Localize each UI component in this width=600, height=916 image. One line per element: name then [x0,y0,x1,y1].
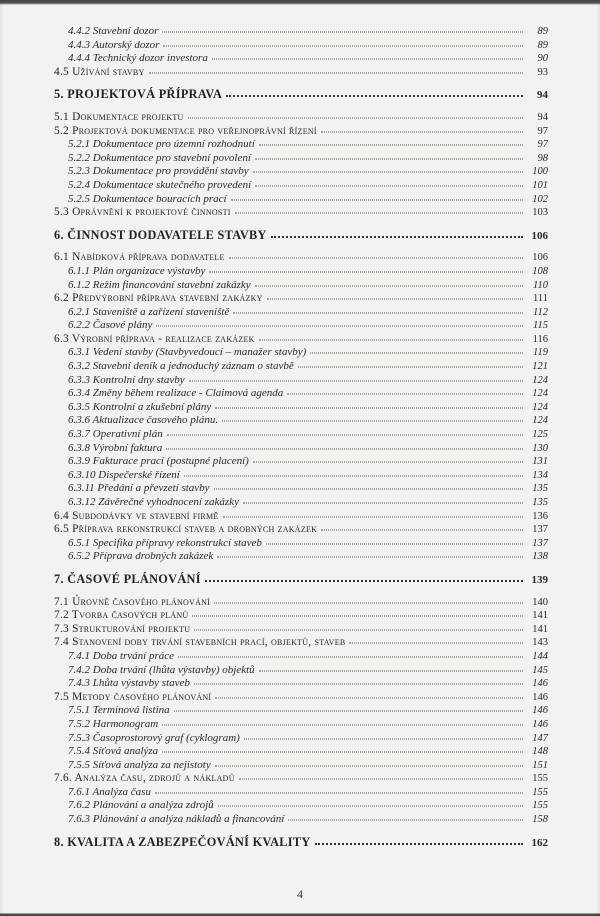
toc-entry-label: 7.5.4 Síťová analýza [68,745,159,758]
toc-entry-page: 140 [532,596,548,608]
toc-entry-page: 143 [532,637,548,649]
dot-leader [259,339,523,340]
dot-leader [215,407,523,408]
toc-entry-page: 89 [537,26,548,37]
toc-entry-label: 6.5.1 Specifika přípravy rekonstrukcí staveb [68,536,262,549]
toc-entry-page: 97 [537,139,548,151]
toc-entry-page: 124 [532,415,548,427]
toc-entry-label: 4.5 Užívání stavby [54,65,145,78]
toc-entry [54,704,548,718]
toc-entry-page: 130 [532,442,548,454]
toc-entry-page: 138 [532,551,548,563]
toc-entry [54,346,548,360]
toc-entry-label: 6.3.10 Dispečerské řízení [68,468,180,481]
toc-entry-page: 106 [532,252,548,264]
toc-entry [54,623,548,637]
toc-entry [54,836,548,851]
dot-leader [253,172,523,173]
toc-entry-label: 6.3.1 Vedení stavby (Stavbyvedoucí – manažer stavby) [68,346,307,359]
toc-entry-label: 6.3.7 Operativní plán [68,428,163,441]
toc-entry-page: 116 [532,333,548,345]
toc-entry-label: 7.5 Metody časového plánování [54,690,212,703]
toc-entry [54,179,548,193]
toc-entry-label: 6.5 Příprava rekonstrukcí staveb a drobných zakázek [54,523,318,536]
dot-leader [267,299,523,300]
toc-entry-label: 7.4.3 Lhůta výstavby staveb [68,677,190,690]
toc-entry [54,759,548,773]
toc-entry-page: 121 [532,361,548,373]
toc-entry-page: 103 [532,207,548,219]
toc-entry [54,279,548,293]
page-footer [0,887,600,902]
toc-entry [54,496,548,510]
dot-leader [194,684,523,685]
toc-entry-label: 6.5.2 Příprava drobných zakázek [68,550,214,563]
toc-entry-page: 141 [532,610,548,622]
toc-entry [54,387,548,401]
toc-entry [54,664,548,678]
toc-entry-label: 6.3.5 Kontrolní a zkušební plány [68,400,212,413]
toc-entry-label: 5.2.4 Dokumentace skutečného provedení [68,178,252,191]
toc-entry [54,125,548,139]
toc-entry [54,206,548,220]
dot-leader [239,779,523,780]
toc-entry [54,455,548,469]
dot-leader [349,643,523,644]
toc-entry [54,786,548,800]
dot-leader [174,711,523,712]
toc-entry-page: 106 [531,229,548,242]
dot-leader [205,580,523,582]
toc-entry [54,66,548,80]
toc-entry-page: 146 [532,691,548,703]
dot-leader [163,45,523,46]
toc-entry-label: 6.3.6 Aktualizace časového plánu. [68,414,219,427]
toc-entry-page: 137 [532,537,548,549]
dot-leader [259,670,523,671]
toc-entry-label: 7.6.2 Plánování a analýza zdrojů [68,799,214,812]
toc-entry-page: 97 [537,125,548,137]
toc-entry [54,319,548,333]
toc-entry-page: 158 [532,814,548,826]
table-of-contents [54,25,548,858]
toc-entry-label: 7.2 Tvorba časových plánů [54,609,189,622]
dot-leader [226,95,523,97]
toc-entry [54,428,548,442]
toc-entry [54,374,548,388]
toc-entry-page: 151 [532,759,548,771]
dot-leader [184,475,523,476]
toc-entry-page: 111 [533,293,548,305]
toc-entry-label: 6.4 Subdodávky ve stavební firmě [54,509,219,522]
toc-entry-label: 7.5.2 Harmonogram [68,717,159,730]
toc-entry-page: 137 [532,524,548,536]
toc-entry [54,306,548,320]
toc-entry-label: 6.2.2 Časové plány [68,319,153,332]
toc-entry-page: 94 [537,111,548,123]
toc-entry [54,799,548,813]
toc-entry [54,229,548,244]
dot-leader [192,616,523,617]
toc-entry-page: 155 [532,773,548,785]
toc-entry-page: 155 [532,786,548,798]
dot-leader [188,117,523,118]
toc-entry [54,718,548,732]
dot-leader [166,448,523,449]
toc-entry [54,573,548,588]
dot-leader [231,199,523,200]
dot-leader [222,421,523,422]
dot-leader [212,59,523,60]
dot-leader [223,516,523,517]
toc-entry-label: 6.3.8 Výrobní faktura [68,441,163,454]
toc-entry-page: 146 [532,718,548,730]
dot-leader [255,185,523,186]
toc-entry-label: 7.5.5 Síťová analýza za nejistoty [68,758,211,771]
toc-entry-label: 5.2.5 Dokumentace bouracích prací [68,192,227,205]
dot-leader [298,367,523,368]
dot-leader [209,271,523,272]
dot-leader [259,145,523,146]
toc-entry-label: 7.6.1 Analýza času [68,785,151,798]
toc-entry-page: 98 [537,152,548,164]
toc-entry-label: 5.2.1 Dokumentace pro územní rozhodnutí [68,138,255,151]
toc-entry-page: 115 [533,320,548,332]
toc-entry [54,691,548,705]
dot-leader [218,806,523,807]
dot-leader [149,72,523,73]
toc-entry-label: 7. ČASOVÉ PLÁNOVÁNÍ [54,571,201,586]
toc-entry [54,813,548,827]
toc-entry-label: 5.2 Projektová dokumentace pro veřejnoprávní řízení [54,124,317,137]
dot-leader [271,236,523,238]
dot-leader [214,602,523,603]
toc-entry-label: 7.6.3 Plánování a analýza nákladů a financování [68,813,285,826]
dot-leader [233,312,523,313]
toc-entry [54,636,548,650]
toc-entry-page: 155 [532,800,548,812]
toc-entry-label: 7.4.2 Doba trvání (lhůta výstavby) objektů [68,663,255,676]
toc-entry-label: 6. ČINNOST DODAVATELE STAVBY [54,227,267,242]
toc-entry-label: 4.4.3 Autorský dozor [68,38,160,51]
toc-entry-label: 8. KVALITA A ZABEZPEČOVÁNÍ KVALITY [54,834,311,849]
toc-entry-label: 6.2.1 Staveniště a zařízení staveniště [68,305,230,318]
dot-leader [229,258,523,259]
toc-entry [54,265,548,279]
toc-entry-label: 7.1 Úrovně časového plánování [54,595,211,608]
dot-leader [156,326,523,327]
toc-entry-page: 101 [532,179,548,191]
toc-entry [54,442,548,456]
toc-entry [54,732,548,746]
toc-entry [54,25,548,39]
toc-entry [54,193,548,207]
toc-entry-page: 146 [532,678,548,690]
toc-entry-label: 6.3.4 Změny během realizace - Claimová agenda [68,387,284,400]
dot-leader [167,435,523,436]
toc-entry [54,152,548,166]
dot-leader [155,792,523,793]
dot-leader [253,462,523,463]
footer-page-number: 4 [297,887,303,901]
dot-leader [287,394,523,395]
dot-leader [255,158,523,159]
dot-leader [189,380,523,381]
toc-entry [54,537,548,551]
toc-entry-page: 147 [532,732,548,744]
dot-leader [162,724,523,725]
toc-entry-page: 134 [532,469,548,481]
toc-entry [54,39,548,53]
toc-entry [54,650,548,664]
dot-leader [217,557,523,558]
toc-entry [54,360,548,374]
dot-leader [321,530,523,531]
toc-entry [54,677,548,691]
toc-entry [54,414,548,428]
toc-entry-label: 7.5.1 Termínová listina [68,704,170,717]
toc-entry-page: 100 [532,166,548,178]
toc-entry-label: 7.4 Stanovení doby trvání stavebních prací, objektů, staveb [54,636,346,649]
toc-entry-label: 6.3 Výrobní příprava - realizace zakázek [54,332,255,345]
toc-entry-label: 6.1.1 Plán organizace výstavby [68,264,206,277]
dot-leader [235,213,523,214]
toc-entry [54,165,548,179]
toc-entry-label: 7.3 Strukturování projektu [54,622,191,635]
toc-entry-label: 6.3.9 Fakturace prací (postupné placení) [68,455,249,468]
dot-leader [215,765,523,766]
toc-entry [54,596,548,610]
toc-entry-label: 5.2.2 Dokumentace pro stavební povolení [68,151,251,164]
toc-entry-page: 162 [531,836,548,849]
toc-entry-page: 90 [537,53,548,65]
toc-entry [54,510,548,524]
toc-entry-page: 125 [532,429,548,441]
toc-entry-label: 6.2 Předvýrobní příprava stavební zakázky [54,292,263,305]
toc-entry-page: 102 [532,193,548,205]
dot-leader [266,543,523,544]
dot-leader [243,503,523,504]
toc-entry [54,609,548,623]
toc-entry-label: 5. PROJEKTOVÁ PŘÍPRAVA [54,87,223,102]
toc-entry-page: 148 [532,746,548,758]
toc-entry-label: 7.4.1 Doba trvání práce [68,649,175,662]
toc-entry [54,333,548,347]
toc-entry-label: 6.3.3 Kontrolní dny stavby [68,373,185,386]
toc-entry-page: 144 [532,650,548,662]
toc-entry-page: 135 [532,497,548,508]
dot-leader [310,353,523,354]
dot-leader [162,752,523,753]
toc-entry-page: 112 [533,306,548,318]
toc-entry-label: 7.6. Analýza času, zdrojů a nákladů [54,772,235,785]
dot-leader [321,131,523,132]
toc-entry-label: 5.2.3 Dokumentace pro provádění stavby [68,165,249,178]
toc-entry-page: 89 [537,39,548,51]
toc-entry [54,251,548,265]
dot-leader [244,738,523,739]
toc-entry-label: 6.3.11 Předání a převzetí stavby [68,482,210,495]
toc-entry [54,401,548,415]
toc-entry-page: 119 [533,347,548,359]
toc-entry [54,550,548,564]
toc-entry [54,469,548,483]
toc-entry-page: 108 [532,265,548,277]
toc-entry-label: 6.1.2 Režim financování stavební zakázky [68,278,251,291]
dot-leader [214,489,523,490]
toc-entry-page: 93 [537,66,548,78]
toc-entry [54,88,548,103]
toc-entry-page: 139 [531,573,548,586]
toc-entry [54,745,548,759]
toc-entry-page: 145 [532,664,548,676]
dot-leader [178,656,523,657]
toc-entry-page: 131 [532,456,548,468]
toc-entry-page: 135 [532,483,548,495]
toc-entry [54,482,548,496]
toc-entry-label: 5.3 Oprávnění k projektové činnosti [54,206,231,219]
toc-entry-label: 4.4.2 Stavební dozor [68,25,159,37]
toc-entry-page: 110 [533,279,548,291]
dot-leader [255,285,523,286]
dot-leader [315,843,523,845]
toc-entry [54,138,548,152]
toc-entry [54,292,548,306]
toc-entry [54,111,548,125]
toc-entry-label: 4.4.4 Technický dozor investora [68,52,208,65]
toc-entry [54,523,548,537]
dot-leader [288,820,523,821]
dot-leader [215,697,523,698]
toc-entry-page: 136 [532,510,548,522]
toc-entry-label: 6.3.12 Závěrečné vyhodnocení zakázky [68,496,239,508]
toc-entry-page: 124 [532,388,548,400]
toc-entry-page: 94 [537,89,548,102]
toc-entry-page: 146 [532,705,548,717]
toc-entry-page: 124 [532,374,548,386]
toc-entry [54,772,548,786]
toc-entry-label: 7.5.3 Časoprostorový graf (cyklogram) [68,731,240,744]
toc-entry-label: 6.1 Nabídková příprava dodavatele [54,251,225,264]
toc-entry [54,52,548,66]
dot-leader [194,629,523,630]
toc-entry-label: 5.1 Dokumentace projektu [54,110,184,123]
toc-entry-label: 6.3.2 Stavební deník a jednoduchý záznam o stavbě [68,360,294,373]
toc-entry-page: 124 [532,401,548,413]
toc-entry-page: 141 [532,623,548,635]
dot-leader [162,32,523,33]
